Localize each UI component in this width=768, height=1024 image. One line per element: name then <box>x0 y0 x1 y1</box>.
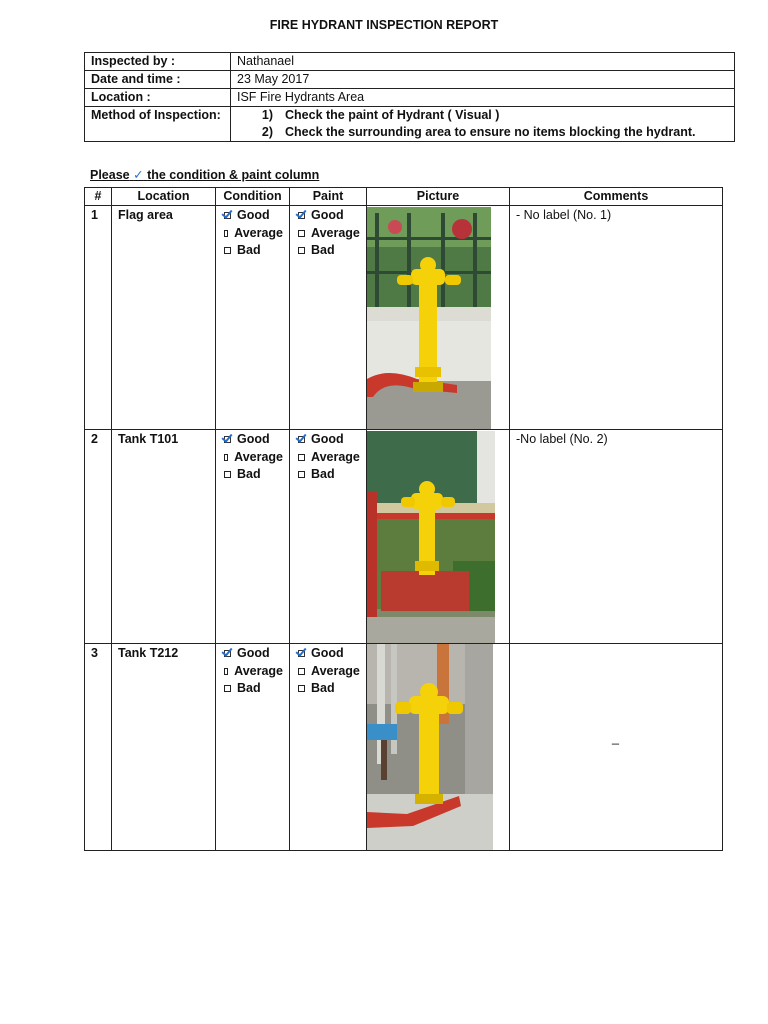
checkbox-icon[interactable] <box>224 247 231 254</box>
condition-option-good[interactable]: Good <box>222 431 283 449</box>
row-location: Flag area <box>112 206 216 430</box>
condition-option-bad[interactable]: Bad <box>222 242 283 260</box>
checkbox-icon[interactable] <box>298 471 305 478</box>
comment-dash: _ <box>612 731 619 745</box>
header-location: Location <box>112 188 216 206</box>
inspected-by-value: Nathanael <box>231 53 735 71</box>
condition-option-bad[interactable]: Bad <box>222 466 283 484</box>
method-item <box>237 107 728 124</box>
condition-option-average[interactable]: Average <box>222 663 283 681</box>
method-number: 2) <box>261 125 273 139</box>
info-row-location <box>85 89 735 107</box>
check-icon: ✓ <box>133 168 144 182</box>
table-row <box>85 644 723 851</box>
condition-option-average[interactable]: Average <box>222 225 283 243</box>
checkbox-icon[interactable] <box>224 454 228 461</box>
method-text: Check the surrounding area to ensure no items blocking the hydrant. <box>285 125 696 139</box>
hydrant-image <box>367 207 491 429</box>
hydrant-photo-1 <box>367 206 510 430</box>
row-location: Tank T101 <box>112 430 216 644</box>
paint-options <box>290 430 367 644</box>
header-paint: Paint <box>290 188 367 206</box>
table-row <box>85 206 723 430</box>
method-item <box>237 124 728 141</box>
header-condition: Condition <box>216 188 290 206</box>
method-list <box>237 107 728 141</box>
location-label: Location : <box>85 89 231 107</box>
inspection-info-table <box>84 52 735 142</box>
condition-options <box>216 206 290 430</box>
date-value: 23 May 2017 <box>231 71 735 89</box>
checkbox-icon[interactable] <box>298 247 305 254</box>
checkbox-icon[interactable] <box>298 212 305 219</box>
row-comment: -No label (No. 2) <box>510 430 723 644</box>
row-location: Tank T212 <box>112 644 216 851</box>
checkbox-icon[interactable] <box>224 471 231 478</box>
row-number: 1 <box>85 206 112 430</box>
paint-option-good[interactable]: Good <box>296 645 360 663</box>
paint-option-bad[interactable]: Bad <box>296 466 360 484</box>
hydrant-photo-3 <box>367 644 510 851</box>
paint-option-average[interactable]: Average <box>296 663 360 681</box>
checkbox-icon[interactable] <box>224 212 231 219</box>
method-value <box>231 107 735 142</box>
method-number: 1) <box>261 108 273 122</box>
hydrant-image <box>367 644 493 850</box>
instruction-prefix: Please <box>90 168 130 182</box>
header-picture: Picture <box>367 188 510 206</box>
date-label: Date and time : <box>85 71 231 89</box>
paint-option-good[interactable]: Good <box>296 207 360 225</box>
header-comments: Comments <box>510 188 723 206</box>
checkbox-icon[interactable] <box>298 668 305 675</box>
checkbox-icon[interactable] <box>298 454 305 461</box>
checkbox-icon[interactable] <box>224 668 228 675</box>
checkbox-icon[interactable] <box>224 230 228 237</box>
report-title: FIRE HYDRANT INSPECTION REPORT <box>269 18 499 32</box>
hydrant-image <box>367 431 495 643</box>
row-number: 3 <box>85 644 112 851</box>
paint-option-average[interactable]: Average <box>296 225 360 243</box>
checkbox-icon[interactable] <box>224 436 231 443</box>
checkbox-icon[interactable] <box>298 650 305 657</box>
hydrant-inspection-table <box>84 187 723 851</box>
checkbox-icon[interactable] <box>298 230 305 237</box>
checkbox-icon[interactable] <box>298 685 305 692</box>
method-text: Check the paint of Hydrant ( Visual ) <box>285 108 500 122</box>
condition-option-average[interactable]: Average <box>222 449 283 467</box>
paint-options <box>290 206 367 430</box>
condition-options <box>216 430 290 644</box>
condition-option-good[interactable]: Good <box>222 645 283 663</box>
paint-option-good[interactable]: Good <box>296 431 360 449</box>
hydrant-photo-2 <box>367 430 510 644</box>
condition-option-bad[interactable]: Bad <box>222 680 283 698</box>
instruction-suffix: the condition & paint column <box>147 168 320 182</box>
row-number: 2 <box>85 430 112 644</box>
paint-option-average[interactable]: Average <box>296 449 360 467</box>
inspected-by-label: Inspected by : <box>85 53 231 71</box>
info-row-date <box>85 71 735 89</box>
checkbox-icon[interactable] <box>224 685 231 692</box>
paint-options <box>290 644 367 851</box>
info-row-inspected-by <box>85 53 735 71</box>
condition-options <box>216 644 290 851</box>
instruction-text <box>90 167 319 182</box>
table-row <box>85 430 723 644</box>
location-value: ISF Fire Hydrants Area <box>231 89 735 107</box>
info-row-method <box>85 107 735 142</box>
paint-option-bad[interactable]: Bad <box>296 680 360 698</box>
table-header-row <box>85 188 723 206</box>
paint-option-bad[interactable]: Bad <box>296 242 360 260</box>
method-label: Method of Inspection: <box>85 107 231 142</box>
checkbox-icon[interactable] <box>224 650 231 657</box>
condition-option-good[interactable]: Good <box>222 207 283 225</box>
header-number: # <box>85 188 112 206</box>
checkbox-icon[interactable] <box>298 436 305 443</box>
row-comment <box>510 644 723 851</box>
row-comment: - No label (No. 1) <box>510 206 723 430</box>
